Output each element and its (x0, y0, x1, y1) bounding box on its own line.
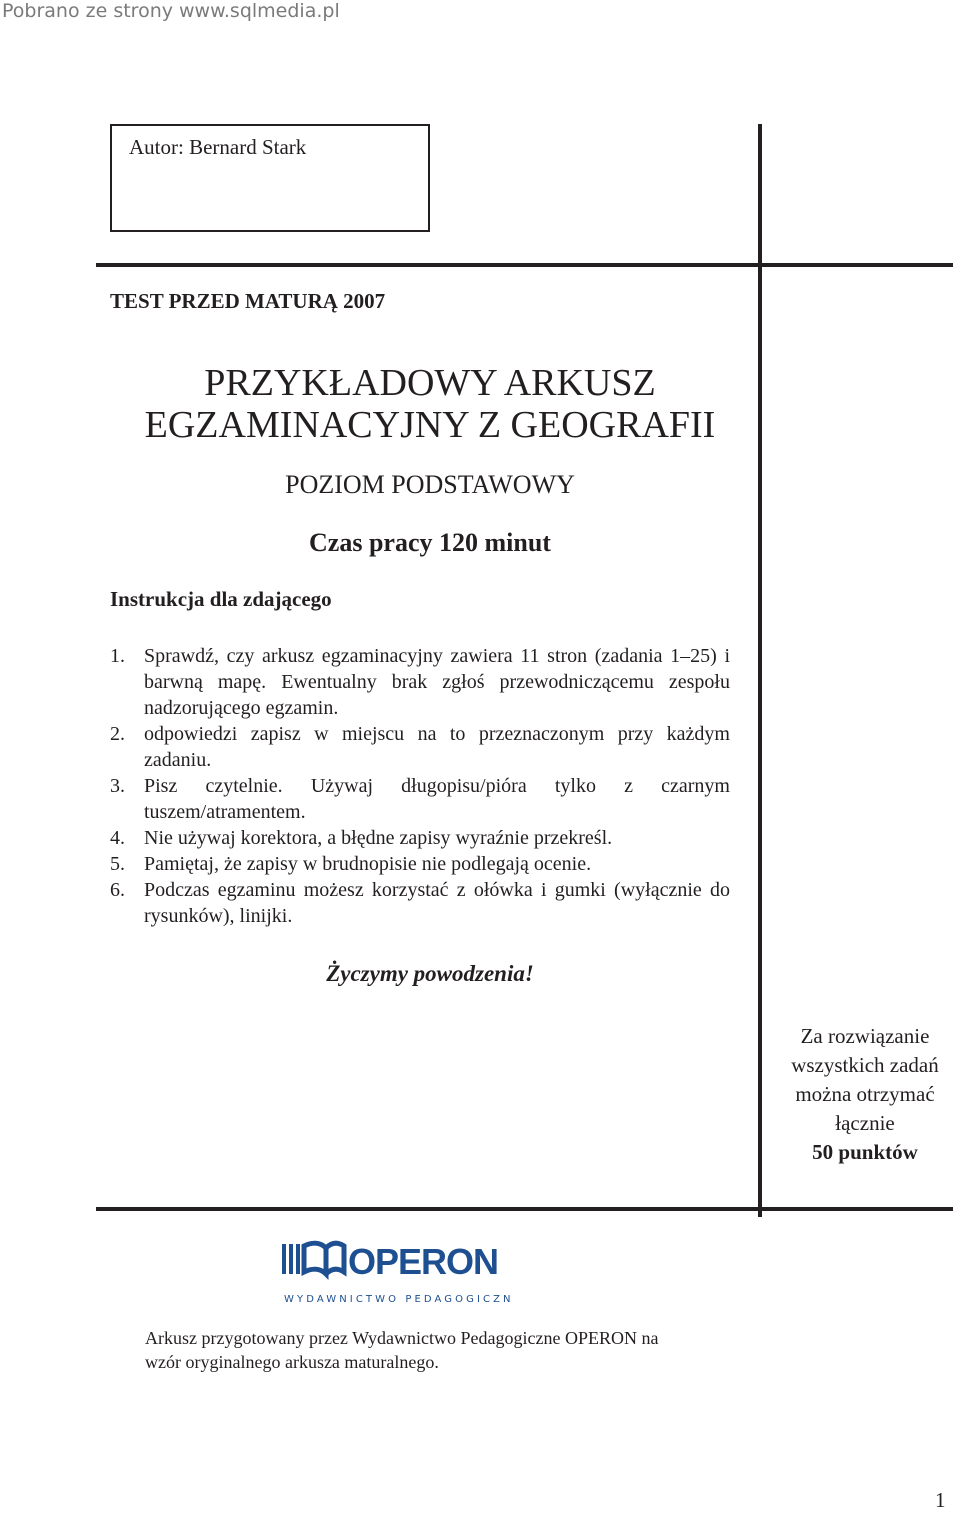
points-line-1: Za rozwiązanie (800, 1024, 930, 1048)
instruction-item (110, 721, 730, 773)
author-box (110, 124, 430, 232)
watermark-text: Pobrano ze strony www.sqlmedia.pl (2, 0, 340, 22)
instructions-heading: Instrukcja dla zdającego (110, 587, 332, 611)
points-value: 50 punktów (812, 1140, 918, 1164)
instruction-text: Pamiętaj, że zapisy w brudnopisie nie podlegają ocenie. (144, 853, 592, 875)
top-horizontal-divider (96, 263, 953, 267)
instruction-text: Podczas egzaminu możesz korzystać z ołówka i gumki (wyłącznie do rysunków), linijki. (144, 879, 730, 927)
points-line-2: wszystkich zadań (791, 1053, 939, 1077)
logo-subtitle: WYDAWNICTWO PEDAGOGICZNE (284, 1294, 512, 1305)
operon-logo (280, 1240, 512, 1308)
main-title-line-1: PRZYKŁADOWY ARKUSZ (204, 362, 656, 404)
exam-time: Czas pracy 120 minut (309, 528, 551, 557)
instruction-item (110, 773, 730, 825)
instruction-number: 5. (110, 853, 125, 875)
instruction-number: 6. (110, 879, 125, 901)
footer-note (145, 1326, 658, 1374)
instruction-item (110, 643, 730, 721)
operon-logo-graphic (280, 1240, 512, 1308)
bottom-horizontal-divider (96, 1207, 953, 1211)
footer-note-line-2: wzór oryginalnego arkusza maturalnego. (145, 1352, 439, 1372)
test-title: TEST PRZED MATURĄ 2007 (110, 289, 386, 313)
points-line-3: można otrzymać (795, 1082, 935, 1106)
logo-wordmark: OPERON (348, 1241, 499, 1282)
instruction-text: Pisz czytelnie. Używaj długopisu/pióra tylko z czarnym tuszem/atramentem. (144, 775, 730, 823)
footer-note-line-1: Arkusz przygotowany przez Wydawnictwo Pedagogiczne OPERON na (145, 1328, 659, 1348)
instructions-list (110, 643, 730, 929)
exam-level: POZIOM PODSTAWOWY (285, 470, 575, 499)
instruction-text: odpowiedzi zapisz w miejscu na to przeznaczonym przy każdym zadaniu. (144, 723, 730, 771)
author-label: Autor: Bernard Stark (129, 135, 307, 159)
points-line-4: łącznie (835, 1111, 895, 1135)
main-title (110, 362, 750, 446)
points-info (770, 1022, 960, 1167)
instruction-text: Sprawdź, czy arkusz egzaminacyjny zawiera 11 stron (zadania 1–25) i barwną mapę. Ewentualny brak zgłoś przewodniczącemu zespołu nadzorującego egzamin. (144, 645, 730, 719)
instruction-item (110, 825, 730, 851)
instruction-number: 1. (110, 645, 125, 667)
instruction-number: 4. (110, 827, 125, 849)
instruction-item (110, 877, 730, 929)
instruction-number: 3. (110, 775, 125, 797)
good-luck-message: Życzymy powodzenia! (326, 961, 534, 986)
page-number: 1 (935, 1488, 946, 1512)
vertical-divider (758, 124, 762, 1217)
main-title-line-2: EGZAMINACYJNY Z GEOGRAFII (144, 404, 716, 446)
instruction-text: Nie używaj korektora, a błędne zapisy wyraźnie przekreśl. (144, 827, 613, 849)
instruction-number: 2. (110, 723, 125, 745)
book-icon (282, 1243, 344, 1274)
instruction-item (110, 851, 730, 877)
